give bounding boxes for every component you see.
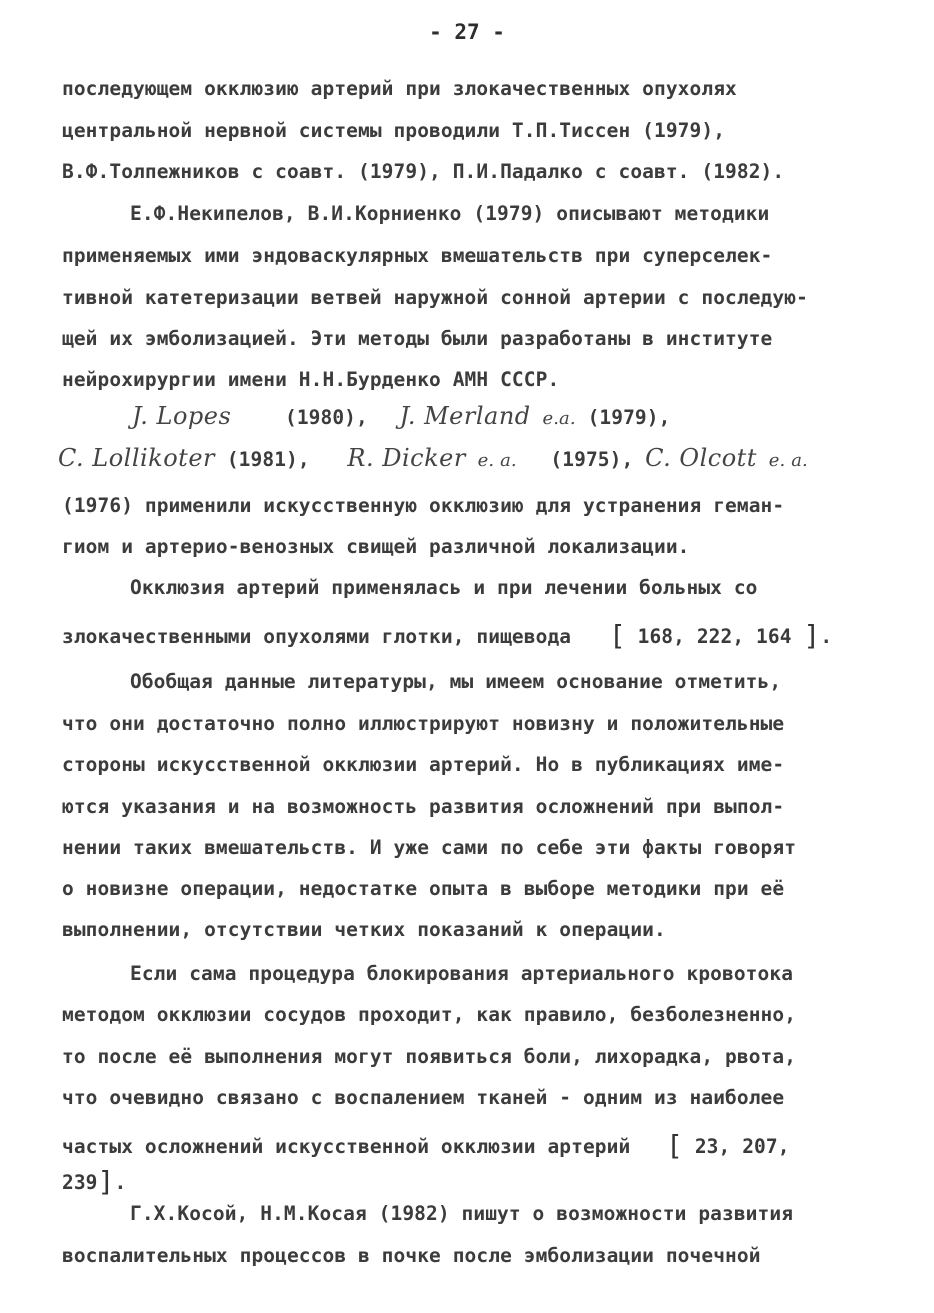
text-line: что очевидно связано с воспалением тканей - одним из наиболее	[62, 1086, 785, 1109]
text-line: центральной нервной системы проводили Т.П.Тиссен (1979),	[62, 119, 726, 142]
text-line: нейрохирургии имени Н.Н.Бурденко АМН СССР.	[62, 368, 560, 391]
text-line: нении таких вмешательств. И уже сами по себе эти факты говорят	[62, 836, 797, 859]
paragraph-start: Если сама процедура блокирования артериального кровотока	[130, 962, 794, 985]
reference-list: 23, 207,	[694, 1135, 790, 1158]
text-line: о новизне операции, недостатке опыта в выборе методики при её	[62, 877, 785, 900]
text-line: тивной катетеризации ветвей наружной сонной артерии с последую-	[62, 286, 808, 309]
text-line: 239].	[62, 1165, 127, 1198]
paragraph-start: Обобщая данные литературы, мы имеем основание отметить,	[130, 670, 782, 693]
text-segment: злокачественными опухолями глотки, пищевода	[62, 625, 572, 648]
text-line: стороны искусственной окклюзии артерий. Но в публикациях име-	[62, 753, 785, 776]
text-segment: частых осложнений искусственной окклюзии артерий	[62, 1135, 631, 1158]
text-line: то после её выполнения могут появиться боли, лихорадка, рвота,	[62, 1045, 797, 1068]
text-line: злокачественными опухолями глотки, пищевода [ 168, 222, 164 ].	[62, 619, 833, 652]
text-line: выполнении, отсутствии четких показаний к операции.	[62, 918, 666, 941]
text-line: воспалительных процессов в почке после эмболизации почечной	[62, 1244, 761, 1267]
handwritten-line	[58, 444, 808, 472]
text-line: ются указания и на возможность развития осложнений при выпол-	[62, 795, 785, 818]
text-line: щей их эмболизацией. Эти методы были разработаны в институте	[62, 327, 773, 350]
handwritten-author: C. Olcott	[645, 444, 757, 472]
open-bracket: [	[608, 619, 626, 652]
open-bracket: [	[666, 1129, 683, 1162]
page-number: - 27 -	[429, 20, 505, 44]
citation-year: (1980),	[284, 406, 368, 429]
paragraph-start: Г.Х.Косой, Н.М.Косая (1982) пишут о возможности развития	[130, 1202, 794, 1225]
text-line: применяемых ими эндоваскулярных вмешательств при суперселек-	[62, 244, 773, 267]
handwritten-author: C. Lollikoter	[58, 444, 215, 472]
text-line: В.Ф.Толпежников с соавт. (1979), П.И.Падалко с соавт. (1982).	[62, 160, 785, 183]
text-line	[62, 1127, 790, 1160]
close-bracket: ]	[803, 619, 821, 652]
handwritten-et-al: e. a.	[477, 450, 517, 471]
text-line: что они достаточно полно иллюстрируют новизну и положительные	[62, 712, 785, 735]
citation-year: (1975),	[550, 448, 634, 471]
citation-year: (1981),	[226, 448, 310, 471]
reference-list: 239	[62, 1171, 98, 1194]
handwritten-author: J. Merland	[399, 402, 531, 430]
paragraph-start: Окклюзия артерий применялась и при лечении больных со	[130, 576, 758, 599]
text-line: методом окклюзии сосудов проходит, как правило, безболезненно,	[62, 1003, 797, 1026]
text-line: (1976) применили искусственную окклюзию для устранения геман-	[62, 494, 785, 517]
handwritten-et-al: e. a.	[768, 450, 808, 471]
text-line: гиом и артерио-венозных свищей различной локализации.	[62, 535, 690, 558]
handwritten-author: J. Lopes	[132, 402, 232, 430]
handwritten-author: R. Dicker	[347, 444, 466, 472]
paragraph-start: Е.Ф.Некипелов, В.И.Корниенко (1979) описывают методики	[130, 202, 770, 225]
handwritten-line	[132, 402, 670, 430]
close-bracket: ]	[97, 1165, 115, 1198]
text-line: последующем окклюзию артерий при злокачественных опухолях	[62, 77, 737, 100]
reference-list: 168, 222, 164	[637, 625, 792, 648]
handwritten-et-al: e.a.	[542, 408, 576, 429]
citation-year: (1979),	[587, 406, 671, 429]
